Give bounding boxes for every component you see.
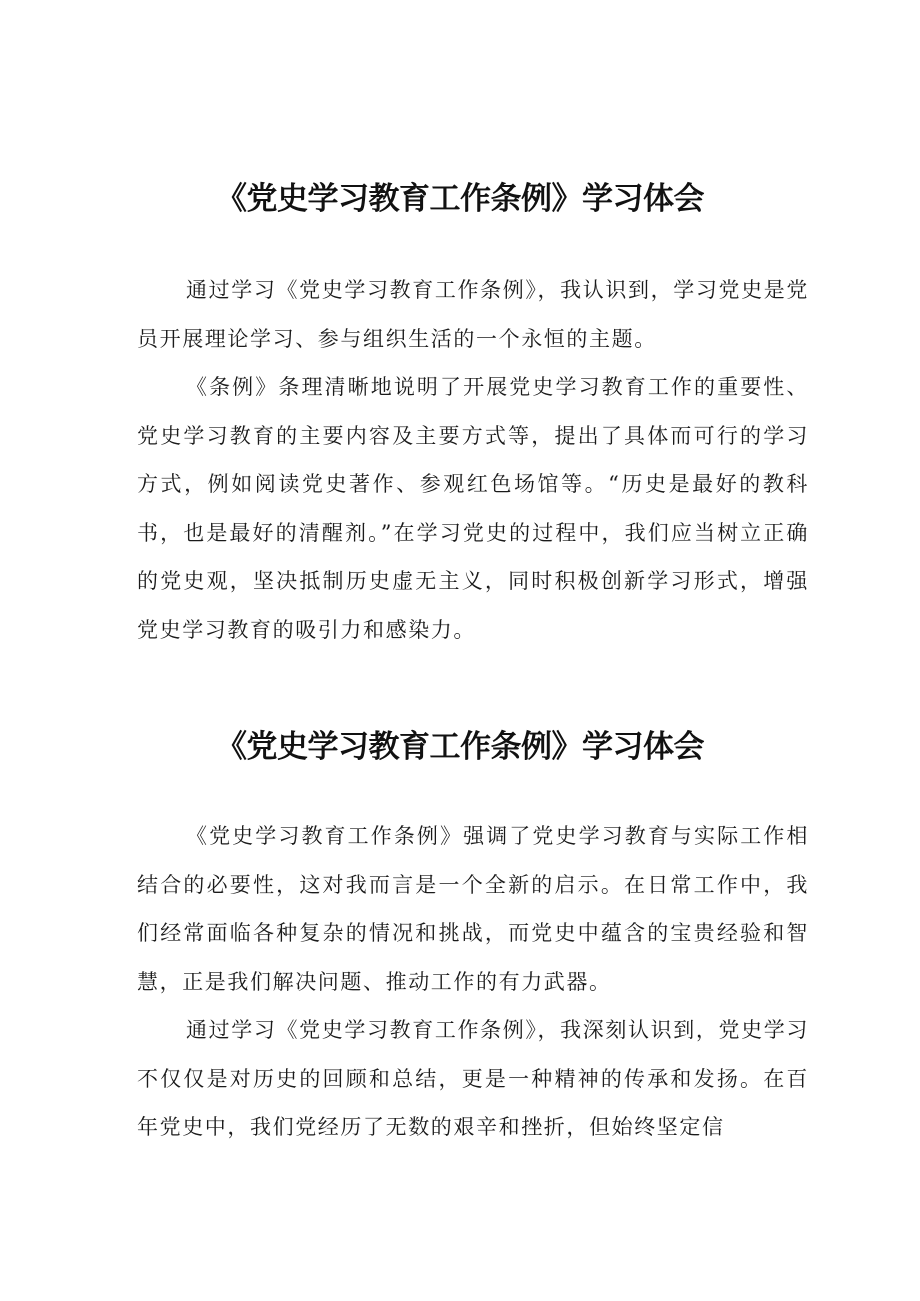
section-2-paragraph-2: 通过学习《党史学习教育工作条例》，我深刻认识到，党史学习不仅仅是对历史的回顾和总结，更是一种精神的传承和发扬。在百年党史中，我们党经历了无数的艰辛和挫折，但始终坚定信	[137, 1018, 809, 1139]
section-2-title: 《党史学习教育工作条例》学习体会	[216, 729, 704, 765]
section-2-paragraph-1: 《党史学习教育工作条例》强调了党史学习教育与实际工作相结合的必要性，这对我而言是一个全新的启示。在日常工作中，我们经常面临各种复杂的情况和挑战，而党史中蕴含的宝贵经验和智慧，正是我们解决问题、推动工作的有力武器。	[137, 824, 809, 994]
section-1-paragraph-1: 通过学习《党史学习教育工作条例》，我认识到，学习党史是党员开展理论学习、参与组织生活的一个永恒的主题。	[137, 278, 809, 351]
section-1-title: 《党史学习教育工作条例》学习体会	[216, 181, 704, 217]
section-1-paragraph-2: 《条例》条理清晰地说明了开展党史学习教育工作的重要性、党史学习教育的主要内容及主要方式等，提出了具体而可行的学习方式，例如阅读党史著作、参观红色场馆等。“历史是最好的教科书，也是最好的清醒剂。”在学习党史的过程中，我们应当树立正确的党史观，坚决抵制历史虚无主义，同时积极创新学习形式，增强党史学习教育的吸引力和感染力。	[137, 375, 809, 642]
